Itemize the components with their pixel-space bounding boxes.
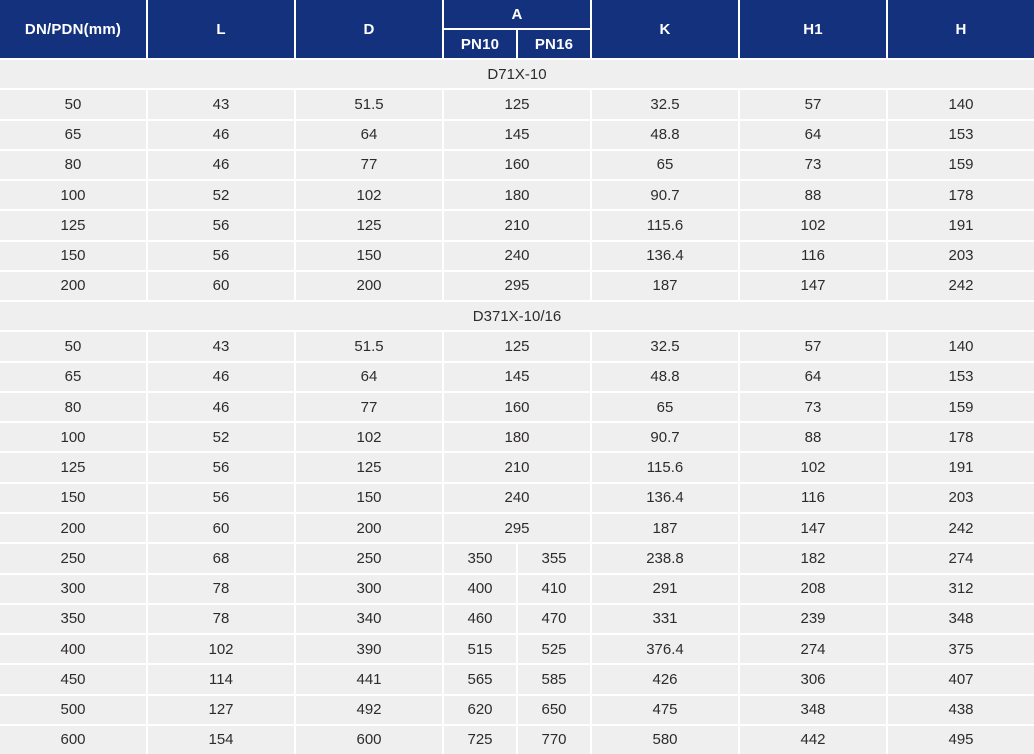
table-row xyxy=(0,151,1034,179)
cell-l: 154 xyxy=(148,726,294,754)
cell-a: 180 xyxy=(444,181,590,209)
header-cell-k: K xyxy=(592,0,738,58)
cell-h: 178 xyxy=(888,423,1034,451)
cell-k: 187 xyxy=(592,514,738,542)
cell-d: 200 xyxy=(296,272,442,300)
cell-a: 160 xyxy=(444,151,590,179)
cell-a-pn10: 565 xyxy=(444,665,516,693)
cell-l: 78 xyxy=(148,605,294,633)
cell-dn: 125 xyxy=(0,211,146,239)
table-header-row xyxy=(0,0,1034,58)
table-row xyxy=(0,605,1034,633)
cell-k: 32.5 xyxy=(592,90,738,118)
cell-a-pn16: 525 xyxy=(518,635,590,663)
cell-a: 295 xyxy=(444,272,590,300)
cell-dn: 300 xyxy=(0,575,146,603)
cell-d: 77 xyxy=(296,151,442,179)
cell-h: 407 xyxy=(888,665,1034,693)
cell-a: 240 xyxy=(444,242,590,270)
cell-dn: 500 xyxy=(0,696,146,724)
table-row xyxy=(0,696,1034,724)
cell-h1: 442 xyxy=(740,726,886,754)
cell-d: 250 xyxy=(296,544,442,572)
table-row xyxy=(0,635,1034,663)
table-row xyxy=(0,484,1034,512)
cell-a: 210 xyxy=(444,453,590,481)
cell-h1: 73 xyxy=(740,393,886,421)
cell-a: 180 xyxy=(444,423,590,451)
cell-k: 291 xyxy=(592,575,738,603)
table-row xyxy=(0,211,1034,239)
cell-dn: 150 xyxy=(0,484,146,512)
cell-k: 32.5 xyxy=(592,332,738,360)
cell-d: 150 xyxy=(296,242,442,270)
cell-dn: 100 xyxy=(0,423,146,451)
cell-h: 438 xyxy=(888,696,1034,724)
cell-h: 153 xyxy=(888,363,1034,391)
cell-d: 492 xyxy=(296,696,442,724)
table-row xyxy=(0,423,1034,451)
cell-k: 115.6 xyxy=(592,453,738,481)
table-row xyxy=(0,514,1034,542)
cell-a-pn16: 410 xyxy=(518,575,590,603)
cell-d: 390 xyxy=(296,635,442,663)
cell-h: 375 xyxy=(888,635,1034,663)
cell-l: 56 xyxy=(148,484,294,512)
cell-a-pn10: 350 xyxy=(444,544,516,572)
cell-h1: 64 xyxy=(740,363,886,391)
cell-a-pn10: 515 xyxy=(444,635,516,663)
cell-d: 64 xyxy=(296,121,442,149)
cell-k: 48.8 xyxy=(592,363,738,391)
cell-dn: 50 xyxy=(0,90,146,118)
cell-h: 191 xyxy=(888,453,1034,481)
cell-a: 145 xyxy=(444,121,590,149)
cell-dn: 65 xyxy=(0,121,146,149)
cell-a-pn10: 725 xyxy=(444,726,516,754)
cell-h1: 116 xyxy=(740,484,886,512)
table-row xyxy=(0,90,1034,118)
table-row xyxy=(0,665,1034,693)
cell-h1: 239 xyxy=(740,605,886,633)
cell-dn: 80 xyxy=(0,393,146,421)
cell-a: 240 xyxy=(444,484,590,512)
cell-h1: 88 xyxy=(740,181,886,209)
cell-k: 65 xyxy=(592,151,738,179)
table-row xyxy=(0,453,1034,481)
cell-k: 90.7 xyxy=(592,181,738,209)
table-row xyxy=(0,393,1034,421)
cell-k: 136.4 xyxy=(592,484,738,512)
cell-dn: 400 xyxy=(0,635,146,663)
cell-d: 102 xyxy=(296,181,442,209)
cell-dn: 200 xyxy=(0,272,146,300)
section-title-row: D371X-10/16 xyxy=(0,302,1034,330)
cell-l: 43 xyxy=(148,90,294,118)
header-cell-h1: H1 xyxy=(740,0,886,58)
cell-d: 200 xyxy=(296,514,442,542)
cell-l: 56 xyxy=(148,453,294,481)
cell-l: 52 xyxy=(148,181,294,209)
cell-d: 125 xyxy=(296,211,442,239)
header-cell-h: H xyxy=(888,0,1034,58)
table-row xyxy=(0,575,1034,603)
cell-h1: 147 xyxy=(740,514,886,542)
cell-k: 580 xyxy=(592,726,738,754)
cell-h: 140 xyxy=(888,332,1034,360)
cell-d: 125 xyxy=(296,453,442,481)
cell-a-pn10: 400 xyxy=(444,575,516,603)
table-row xyxy=(0,181,1034,209)
cell-l: 56 xyxy=(148,242,294,270)
cell-k: 65 xyxy=(592,393,738,421)
cell-k: 238.8 xyxy=(592,544,738,572)
cell-l: 46 xyxy=(148,151,294,179)
cell-a: 295 xyxy=(444,514,590,542)
cell-h: 203 xyxy=(888,484,1034,512)
cell-a: 125 xyxy=(444,332,590,360)
cell-h: 312 xyxy=(888,575,1034,603)
header-cell-dn: DN/PDN(mm) xyxy=(0,0,146,58)
cell-h1: 208 xyxy=(740,575,886,603)
cell-d: 441 xyxy=(296,665,442,693)
table-row xyxy=(0,121,1034,149)
cell-dn: 450 xyxy=(0,665,146,693)
cell-h: 178 xyxy=(888,181,1034,209)
cell-a-pn16: 470 xyxy=(518,605,590,633)
cell-d: 600 xyxy=(296,726,442,754)
cell-dn: 100 xyxy=(0,181,146,209)
cell-h1: 274 xyxy=(740,635,886,663)
cell-a-pn10: 620 xyxy=(444,696,516,724)
cell-d: 51.5 xyxy=(296,332,442,360)
cell-h: 242 xyxy=(888,272,1034,300)
cell-h: 153 xyxy=(888,121,1034,149)
table-row xyxy=(0,242,1034,270)
cell-dn: 80 xyxy=(0,151,146,179)
cell-l: 78 xyxy=(148,575,294,603)
cell-l: 60 xyxy=(148,272,294,300)
cell-a: 210 xyxy=(444,211,590,239)
cell-dn: 150 xyxy=(0,242,146,270)
cell-d: 150 xyxy=(296,484,442,512)
cell-l: 102 xyxy=(148,635,294,663)
cell-k: 136.4 xyxy=(592,242,738,270)
cell-dn: 200 xyxy=(0,514,146,542)
cell-l: 60 xyxy=(148,514,294,542)
cell-a: 145 xyxy=(444,363,590,391)
cell-h: 159 xyxy=(888,393,1034,421)
cell-dn: 250 xyxy=(0,544,146,572)
header-cell-pn10: PN10 xyxy=(444,30,516,58)
table-row xyxy=(0,332,1034,360)
header-cell-pn16: PN16 xyxy=(518,30,590,58)
cell-d: 51.5 xyxy=(296,90,442,118)
cell-h: 242 xyxy=(888,514,1034,542)
cell-k: 187 xyxy=(592,272,738,300)
cell-h: 191 xyxy=(888,211,1034,239)
cell-l: 46 xyxy=(148,121,294,149)
cell-h: 274 xyxy=(888,544,1034,572)
cell-h: 495 xyxy=(888,726,1034,754)
cell-a-pn16: 770 xyxy=(518,726,590,754)
cell-l: 52 xyxy=(148,423,294,451)
cell-h1: 102 xyxy=(740,453,886,481)
cell-l: 114 xyxy=(148,665,294,693)
header-cell-l: L xyxy=(148,0,294,58)
cell-h: 348 xyxy=(888,605,1034,633)
cell-h1: 64 xyxy=(740,121,886,149)
cell-l: 127 xyxy=(148,696,294,724)
cell-dn: 600 xyxy=(0,726,146,754)
cell-l: 46 xyxy=(148,363,294,391)
cell-l: 43 xyxy=(148,332,294,360)
cell-a: 125 xyxy=(444,90,590,118)
cell-d: 340 xyxy=(296,605,442,633)
table-row xyxy=(0,363,1034,391)
table-row xyxy=(0,544,1034,572)
cell-h1: 348 xyxy=(740,696,886,724)
cell-k: 115.6 xyxy=(592,211,738,239)
cell-a-pn16: 650 xyxy=(518,696,590,724)
cell-k: 331 xyxy=(592,605,738,633)
cell-h: 203 xyxy=(888,242,1034,270)
cell-l: 56 xyxy=(148,211,294,239)
cell-d: 102 xyxy=(296,423,442,451)
cell-dn: 350 xyxy=(0,605,146,633)
cell-h1: 102 xyxy=(740,211,886,239)
cell-k: 426 xyxy=(592,665,738,693)
cell-l: 46 xyxy=(148,393,294,421)
cell-a-pn16: 585 xyxy=(518,665,590,693)
cell-dn: 65 xyxy=(0,363,146,391)
cell-dn: 50 xyxy=(0,332,146,360)
cell-k: 48.8 xyxy=(592,121,738,149)
table-row xyxy=(0,726,1034,754)
cell-a-pn16: 355 xyxy=(518,544,590,572)
cell-l: 68 xyxy=(148,544,294,572)
cell-h1: 73 xyxy=(740,151,886,179)
cell-h: 140 xyxy=(888,90,1034,118)
section-title-row: D71X-10 xyxy=(0,60,1034,88)
cell-h1: 57 xyxy=(740,332,886,360)
header-cell-a: A xyxy=(444,0,590,28)
cell-h1: 147 xyxy=(740,272,886,300)
header-cell-d: D xyxy=(296,0,442,58)
cell-h1: 88 xyxy=(740,423,886,451)
cell-dn: 125 xyxy=(0,453,146,481)
cell-k: 376.4 xyxy=(592,635,738,663)
table-row xyxy=(0,272,1034,300)
cell-a-pn10: 460 xyxy=(444,605,516,633)
cell-h1: 116 xyxy=(740,242,886,270)
cell-a: 160 xyxy=(444,393,590,421)
cell-h1: 182 xyxy=(740,544,886,572)
cell-h: 159 xyxy=(888,151,1034,179)
cell-h1: 306 xyxy=(740,665,886,693)
cell-d: 300 xyxy=(296,575,442,603)
cell-h1: 57 xyxy=(740,90,886,118)
cell-d: 64 xyxy=(296,363,442,391)
cell-d: 77 xyxy=(296,393,442,421)
cell-k: 90.7 xyxy=(592,423,738,451)
cell-k: 475 xyxy=(592,696,738,724)
